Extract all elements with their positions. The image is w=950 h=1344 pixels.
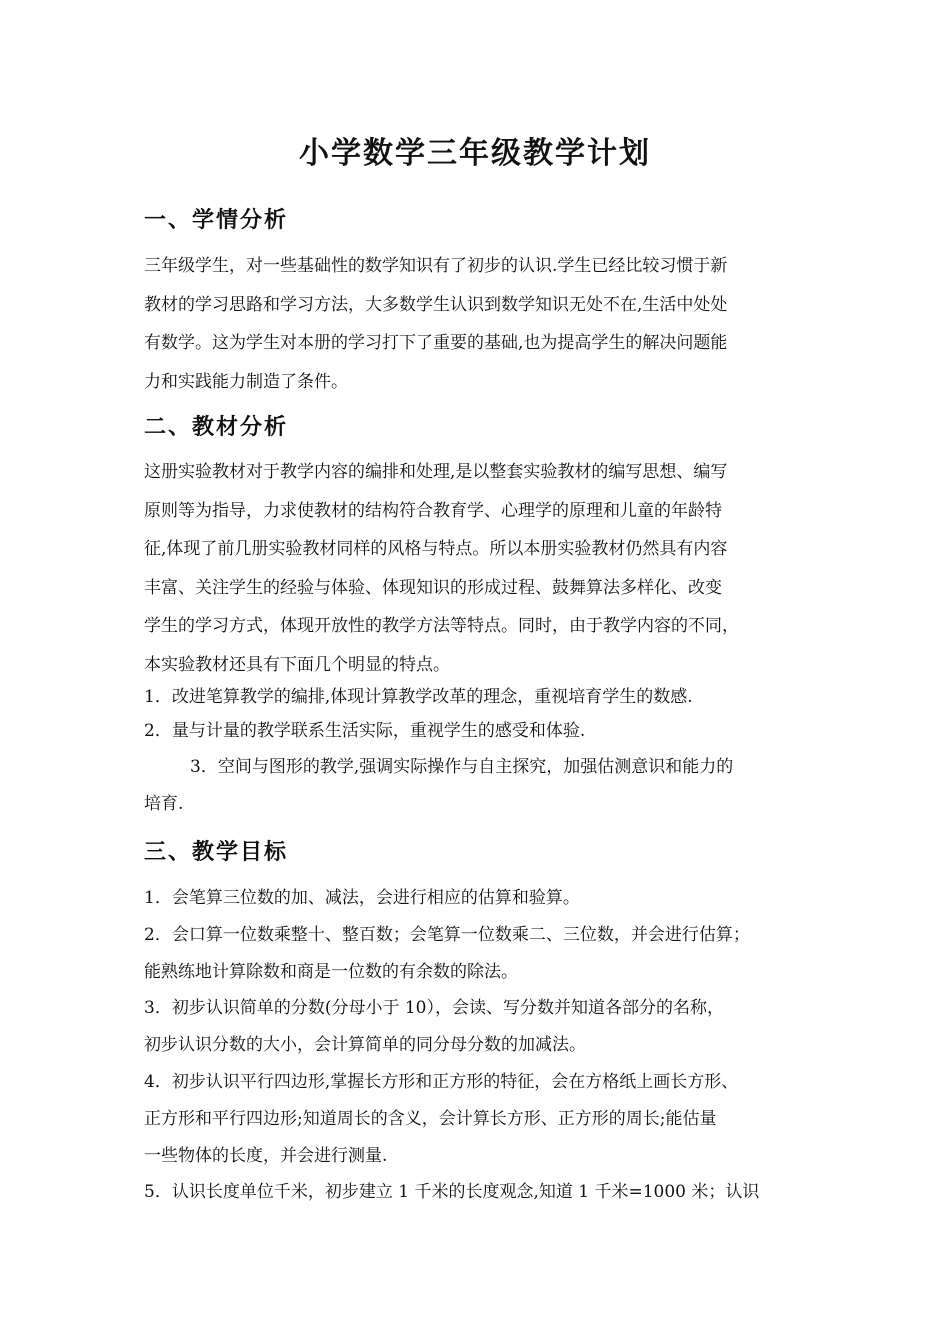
text-line: 原则等为指导，力求使教材的结构符合教育学、心理学的原理和儿童的年龄特	[144, 500, 722, 521]
text-line: 有数学。这为学生对本册的学习打下了重要的基础,也为提高学生的解决问题能	[144, 333, 728, 353]
text-line: 三年级学生，对一些基础性的数学知识有了初步的认识.学生已经比较习惯于新	[144, 256, 728, 276]
section-heading-teaching-goals: 三、教学目标	[144, 839, 289, 865]
feature-item-2: 2．量与计量的教学联系生活实际，重视学生的感受和体验.	[144, 721, 586, 741]
feature-item-1: 1．改进笔算教学的编排,体现计算教学改革的理念，重视培育学生的数感.	[144, 687, 693, 707]
text-line: 学生的学习方式，体现开放性的教学方法等特点。同时，由于教学内容的不同，	[144, 616, 739, 636]
text-line: 这册实验教材对于教学内容的编排和处理,是以整套实验教材的编写思想、编写	[144, 462, 728, 482]
text-line: 力和实践能力制造了条件。	[144, 371, 348, 392]
text-line: 征,体现了前几册实验教材同样的风格与特点。所以本册实验教材仍然具有内容	[144, 539, 728, 559]
goal-line: 一些物体的长度，并会进行测量.	[144, 1145, 388, 1166]
goal-line: 3．初步认识简单的分数(分母小于 10），会读、写分数并知道各部分的名称，	[144, 998, 724, 1019]
goal-line: 1．会笔算三位数的加、减法，会进行相应的估算和验算。	[144, 888, 580, 908]
feature-item-3-continued: 培育.	[144, 794, 184, 814]
goal-line: 5．认识长度单位千米，初步建立 1 千米的长度观念,知道 1 千米=1000 米；认识	[144, 1182, 760, 1203]
feature-item-3: 3．空间与图形的教学,强调实际操作与自主探究，加强估测意识和能力的	[190, 757, 734, 777]
textbook-analysis-paragraph	[144, 453, 824, 684]
goal-line: 能熟练地计算除数和商是一位数的有余数的除法。	[144, 961, 518, 982]
goal-line: 初步认识分数的大小，会计算简单的同分母分数的加减法。	[144, 1035, 586, 1056]
text-line: 本实验教材还具有下面几个明显的特点。	[144, 654, 450, 675]
goal-line: 2．会口算一位数乘整十、整百数；会笔算一位数乘二、三位数，并会进行估算；	[144, 924, 750, 945]
goal-line: 4．初步认识平行四边形,掌握长方形和正方形的特征，会在方格纸上画长方形、	[144, 1071, 739, 1092]
text-line: 教材的学习思路和学习方法，大多数学生认识到数学知识无处不在,生活中处处	[144, 294, 728, 315]
section-heading-student-analysis: 一、学情分析	[144, 207, 289, 233]
teaching-goals-list	[144, 880, 834, 1211]
document-title: 小学数学三年级教学计划	[299, 136, 651, 171]
section-heading-textbook-analysis: 二、教材分析	[144, 414, 289, 440]
text-line: 丰富、关注学生的经验与体验、体现知识的形成过程、鼓舞算法多样化、改变	[144, 577, 722, 598]
goal-line: 正方形和平行四边形;知道周长的含义，会计算长方形、正方形的周长;能估量	[144, 1108, 717, 1129]
student-analysis-paragraph	[144, 247, 824, 401]
